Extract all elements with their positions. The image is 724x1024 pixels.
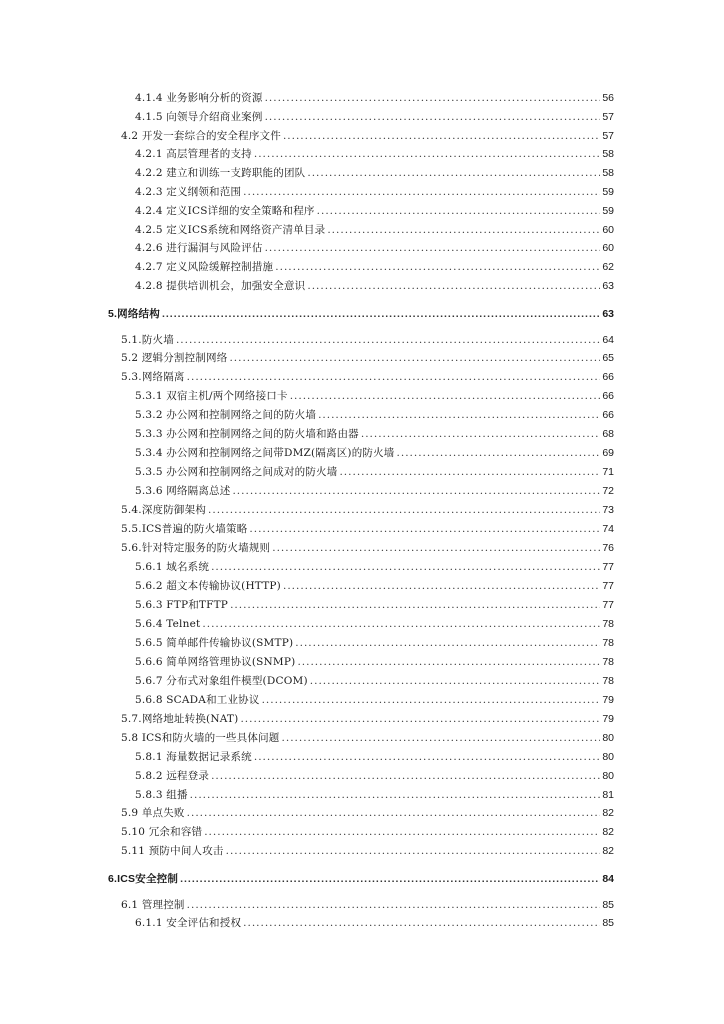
toc-leader-dots [339,464,600,480]
toc-entry[interactable] [135,635,614,651]
toc-entry[interactable] [135,240,614,256]
toc-leader-dots [202,616,600,632]
toc-leader-dots [187,805,601,821]
toc-entry-label: 5.6.1 域名系统 [135,561,210,573]
toc-entry[interactable] [135,654,614,670]
toc-leader-dots [361,426,600,442]
toc-leader-dots [176,332,600,348]
toc-page-number: 60 [602,224,614,236]
toc-page-number: 78 [602,675,614,687]
toc-page-number: 72 [602,485,614,497]
toc-entry[interactable] [135,184,614,200]
toc-leader-dots [310,673,601,689]
toc-page-number: 85 [602,899,614,911]
toc-leader-dots [190,787,601,803]
toc-entry-label: 5.3.4 办公网和控制网络之间带DMZ(隔离区)的防火墙 [135,447,395,459]
toc-leader-dots [204,824,600,840]
toc-leader-dots [318,407,600,423]
toc-entry[interactable] [135,203,614,219]
toc-entry-label: 5.3.网络隔离 [121,371,185,383]
toc-entry-label: 5.6.7 分布式对象组件模型(DCOM) [135,675,308,687]
toc-entry-label: 4.1.5 向领导介绍商业案例 [135,111,263,123]
toc-page-number: 57 [602,111,614,123]
toc-page-number: 57 [602,130,614,142]
toc-leader-dots [229,350,600,366]
toc-entry-label: 4.1.4 业务影响分析的资源 [135,92,263,104]
toc-entry-label: 5.网络结构 [108,308,160,320]
toc-page-number: 68 [602,428,614,440]
toc-leader-dots [282,730,601,746]
toc-page-number: 82 [602,807,614,819]
toc-entry-label: 5.11 预防中间人攻击 [121,845,224,857]
toc-leader-dots [230,597,600,613]
toc-leader-dots [283,578,600,594]
toc-leader-dots [162,306,600,322]
toc-entry[interactable] [121,332,614,348]
toc-entry-label: 5.6.4 Telnet [135,618,201,630]
toc-page-number: 77 [602,561,614,573]
toc-chapter-entry[interactable] [108,871,614,887]
toc-page-number: 82 [602,826,614,838]
toc-entry[interactable] [135,407,614,423]
toc-entry-label: 5.8.2 远程登录 [135,770,210,782]
toc-leader-dots [226,843,601,859]
toc-page-number: 69 [602,447,614,459]
toc-entry[interactable] [135,278,614,294]
toc-entry-label: 5.8 ICS和防火墙的一些具体问题 [121,732,280,744]
toc-entry-label: 5.8.1 海量数据记录系统 [135,751,252,763]
toc-page-number: 80 [602,770,614,782]
toc-entry-label: 5.6.6 简单网络管理协议(SNMP) [135,656,296,668]
toc-page-number: 66 [602,409,614,421]
toc-entry-label: 6.ICS安全控制 [108,873,179,885]
toc-entry-label: 4.2.2 建立和训练一支跨职能的团队 [135,167,306,179]
toc-leader-dots [295,635,600,651]
toc-entry[interactable] [121,350,614,366]
toc-entry-label: 5.10 冗余和容错 [121,826,203,838]
toc-entry[interactable] [135,165,614,181]
toc-entry-label: 5.4.深度防御架构 [121,504,207,516]
toc-entry-label: 6.1.1 安全评估和授权 [135,917,242,929]
toc-entry[interactable] [135,146,614,162]
toc-page-number: 78 [602,618,614,630]
toc-entry[interactable] [121,369,614,385]
toc-leader-dots [283,128,600,144]
toc-page-number: 74 [602,523,614,535]
toc-entry[interactable] [121,805,614,821]
toc-entry-label: 4.2.7 定义风险缓解控制措施 [135,261,274,273]
toc-entry-label: 5.3.1 双宿主机/两个网络接口卡 [135,390,288,402]
toc-entry-label: 5.6.8 SCADA和工业协议 [135,694,260,706]
toc-entry[interactable] [121,843,614,859]
toc-entry-label: 5.1.防火墙 [121,334,174,346]
toc-leader-dots [317,203,601,219]
toc-page-number: 66 [602,371,614,383]
toc-leader-dots [265,240,601,256]
toc-entry[interactable] [135,597,614,613]
toc-page-number: 66 [602,390,614,402]
toc-entry[interactable] [135,915,614,931]
toc-leader-dots [262,692,601,708]
toc-leader-dots [208,502,600,518]
toc-entry[interactable] [121,128,614,144]
toc-page-number: 82 [602,845,614,857]
toc-leader-dots [232,483,600,499]
toc-leader-dots [307,165,600,181]
toc-page-number: 59 [602,205,614,217]
toc-page-number: 65 [602,352,614,364]
toc-entry[interactable] [135,426,614,442]
toc-page-number: 71 [602,466,614,478]
toc-entry-label: 5.8.3 组播 [135,789,188,801]
toc-leader-dots [187,897,601,913]
toc-entry[interactable] [135,445,614,461]
toc-entry-label: 5.3.6 网络隔离总述 [135,485,231,497]
toc-entry[interactable] [135,768,614,784]
toc-page-number: 79 [602,694,614,706]
toc-entry-label: 4.2.8 提供培训机会，加强安全意识 [135,280,306,292]
toc-page-number: 80 [602,751,614,763]
toc-entry[interactable] [135,559,614,575]
toc-leader-dots [254,146,600,162]
toc-page-number: 73 [602,504,614,516]
toc-page-number: 79 [602,713,614,725]
toc-entry[interactable] [135,787,614,803]
toc-page-number: 76 [602,542,614,554]
toc-entry-label: 4.2.5 定义ICS系统和网络资产清单目录 [135,224,326,236]
toc-leader-dots [265,109,601,125]
toc-entry[interactable] [121,730,614,746]
toc-entry[interactable] [135,749,614,765]
toc-page-number: 56 [602,92,614,104]
toc-entry[interactable] [121,502,614,518]
toc-entry[interactable] [121,540,614,556]
toc-page-number: 59 [602,186,614,198]
toc-entry[interactable] [121,711,614,727]
toc-page-number: 63 [602,308,614,320]
toc-entry[interactable] [135,259,614,275]
toc-leader-dots [272,540,600,556]
toc-entry-label: 5.6.针对特定服务的防火墙规则 [121,542,271,554]
toc-page-number: 58 [602,167,614,179]
toc-entry-label: 5.9 单点失败 [121,807,185,819]
toc-leader-dots [265,90,601,106]
toc-page-number: 64 [602,334,614,346]
toc-leader-dots [187,369,601,385]
toc-entry-label: 4.2.1 高层管理者的支持 [135,148,252,160]
toc-page-number: 60 [602,242,614,254]
toc-entry[interactable] [121,824,614,840]
toc-entry-label: 6.1 管理控制 [121,899,185,911]
toc-leader-dots [307,278,600,294]
toc-leader-dots [243,184,600,200]
toc-entry[interactable] [135,109,614,125]
toc-page-number: 85 [602,917,614,929]
toc-entry[interactable] [135,616,614,632]
toc-entry[interactable] [135,692,614,708]
toc-entry[interactable] [135,90,614,106]
toc-page-number: 78 [602,656,614,668]
toc-leader-dots [180,871,600,887]
toc-page-number: 62 [602,261,614,273]
toc-entry[interactable] [135,578,614,594]
toc-leader-dots [240,711,600,727]
toc-entry[interactable] [135,673,614,689]
toc-entry-label: 5.6.5 简单邮件传输协议(SMTP) [135,637,294,649]
toc-entry-label: 5.5.ICS普遍的防火墙策略 [121,523,248,535]
toc-leader-dots [327,222,600,238]
toc-page-number: 81 [602,789,614,801]
toc-entry-label: 5.7.网络地址转换(NAT) [121,713,239,725]
toc-entry[interactable] [135,222,614,238]
toc-leader-dots [297,654,600,670]
toc-entry-label: 5.6.3 FTP和TFTP [135,599,229,611]
toc-entry-label: 5.3.3 办公网和控制网络之间的防火墙和路由器 [135,428,359,440]
toc-leader-dots [243,915,600,931]
toc-entry-label: 4.2 开发一套综合的安全程序文件 [121,130,281,142]
toc-chapter-entry[interactable] [108,306,614,322]
toc-entry[interactable] [135,464,614,480]
toc-leader-dots [275,259,600,275]
toc-entry[interactable] [135,388,614,404]
toc-entry-label: 5.2 逻辑分割控制网络 [121,352,228,364]
toc-entry-label: 5.6.2 超文本传输协议(HTTP) [135,580,281,592]
toc-leader-dots [254,749,600,765]
toc-leader-dots [249,521,600,537]
toc-entry[interactable] [121,897,614,913]
toc-leader-dots [290,388,601,404]
toc-page-number: 58 [602,148,614,160]
toc-page-number: 77 [602,580,614,592]
toc-entry-label: 4.2.6 进行漏洞与风险评估 [135,242,263,254]
toc-leader-dots [211,559,600,575]
toc-entry-label: 4.2.4 定义ICS详细的安全策略和程序 [135,205,315,217]
toc-page-number: 80 [602,732,614,744]
toc-entry[interactable] [121,521,614,537]
toc-leader-dots [397,445,601,461]
toc-entry-label: 5.3.5 办公网和控制网络之间成对的防火墙 [135,466,338,478]
toc-leader-dots [211,768,600,784]
toc-page-number: 77 [602,599,614,611]
toc-entry-label: 5.3.2 办公网和控制网络之间的防火墙 [135,409,317,421]
toc-page-number: 84 [602,873,614,885]
toc-page-number: 78 [602,637,614,649]
toc-entry[interactable] [135,483,614,499]
toc-entry-label: 4.2.3 定义纲领和范围 [135,186,242,198]
toc-page-number: 63 [602,280,614,292]
